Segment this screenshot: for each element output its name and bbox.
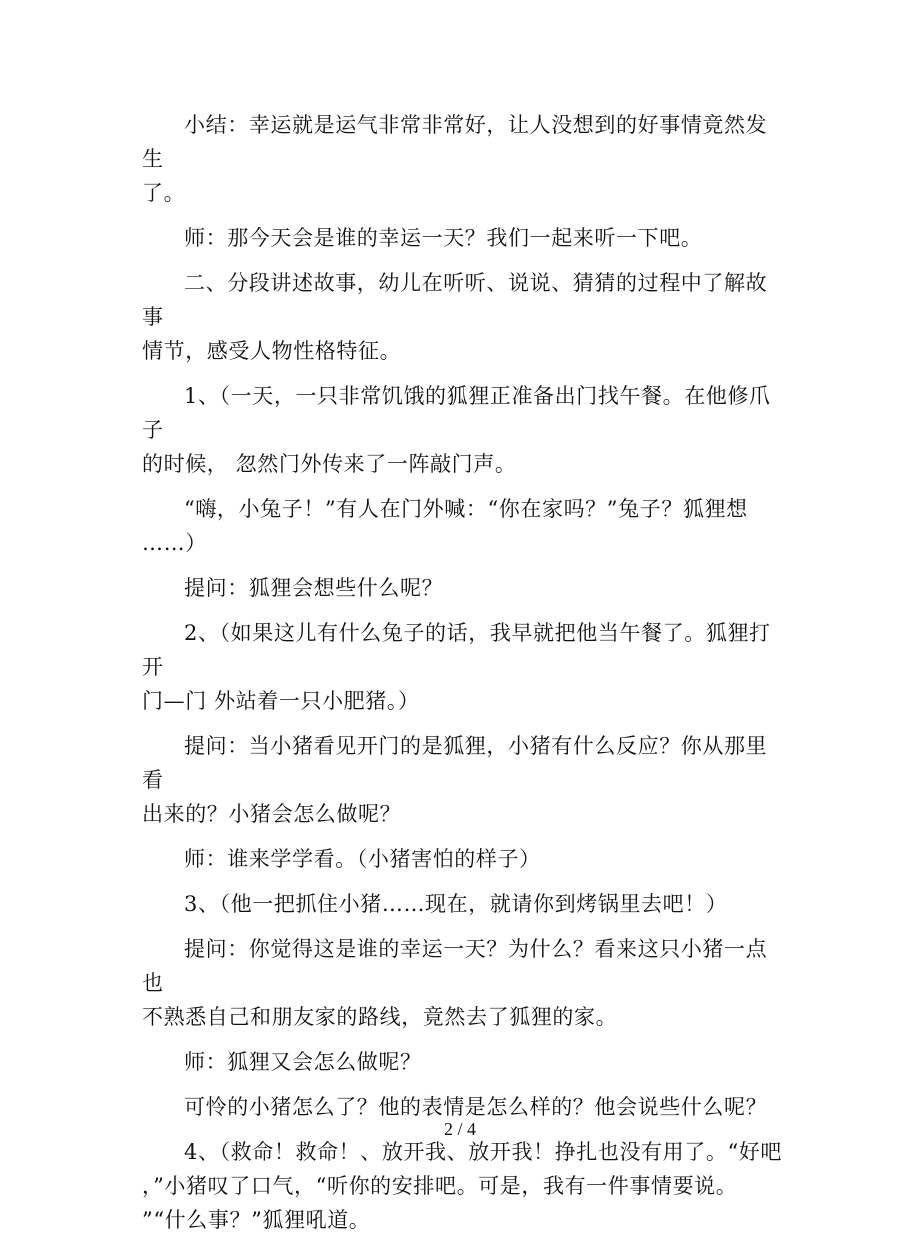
paragraph-story-part-1: 1、（一天，一只非常饥饿的狐狸正准备出门找午餐。在他修爪子 的时候， 忽然门外传来了一阵敲门声。 xyxy=(142,384,771,476)
paragraph-question-2: 提问：当小猪看见开门的是狐狸，小猪有什么反应？你从那里看 出来的？小猪会怎么做呢？ xyxy=(142,734,768,826)
paragraph-story-part-3: 3、（他一把抓住小猪……现在，就请你到烤锅里去吧！） xyxy=(184,892,728,916)
paragraph-question-1: 提问：狐狸会想些什么呢？ xyxy=(184,576,444,600)
paragraph-summary: 小结：幸运就是运气非常非常好，让人没想到的好事情竟然发生 了。 xyxy=(142,113,768,205)
paragraph-teacher-imitate: 师：谁来学学看。（小猪害怕的样子） xyxy=(184,847,541,871)
page-number: 2 / 4 xyxy=(443,1119,476,1139)
paragraph-poor-piglet: 可怜的小猪怎么了？他的表情是怎么样的？他会说些什么呢？ xyxy=(184,1095,768,1119)
paragraph-section-two: 二、分段讲述故事，幼儿在听听、说说、猜猜的过程中了解故事 情节，感受人物性格特征。 xyxy=(142,271,768,363)
paragraph-story-part-4: 4、（救命！救命！、放开我、放开我！挣扎也没有用了。“好吧 ，”小猪叹了口气，“听你的安排吧。可是，我有一件事情要说。 ”“什么事？”狐狸吼道。 xyxy=(142,1140,782,1232)
paragraph-teacher-intro: 师：那今天会是谁的幸运一天？我们一起来听一下吧。 xyxy=(184,226,703,250)
paragraph-teacher-fox: 师：狐狸又会怎么做呢？ xyxy=(184,1050,422,1074)
paragraph-question-3: 提问：你觉得这是谁的幸运一天？为什么？看来这只小猪一点也 不熟悉自己和朋友家的路线，竟然去了狐狸的家。 xyxy=(142,937,768,1029)
paragraph-story-part-2: 2、（如果这儿有什么兔子的话，我早就把他当午餐了。狐狸打开 门—门 外站着一只小肥猪。） xyxy=(142,621,771,713)
document-body xyxy=(142,108,782,1248)
paragraph-story-dialogue: “嗨，小兔子！”有人在门外喊：“你在家吗？”兔子？狐狸想 ……） xyxy=(142,497,748,555)
